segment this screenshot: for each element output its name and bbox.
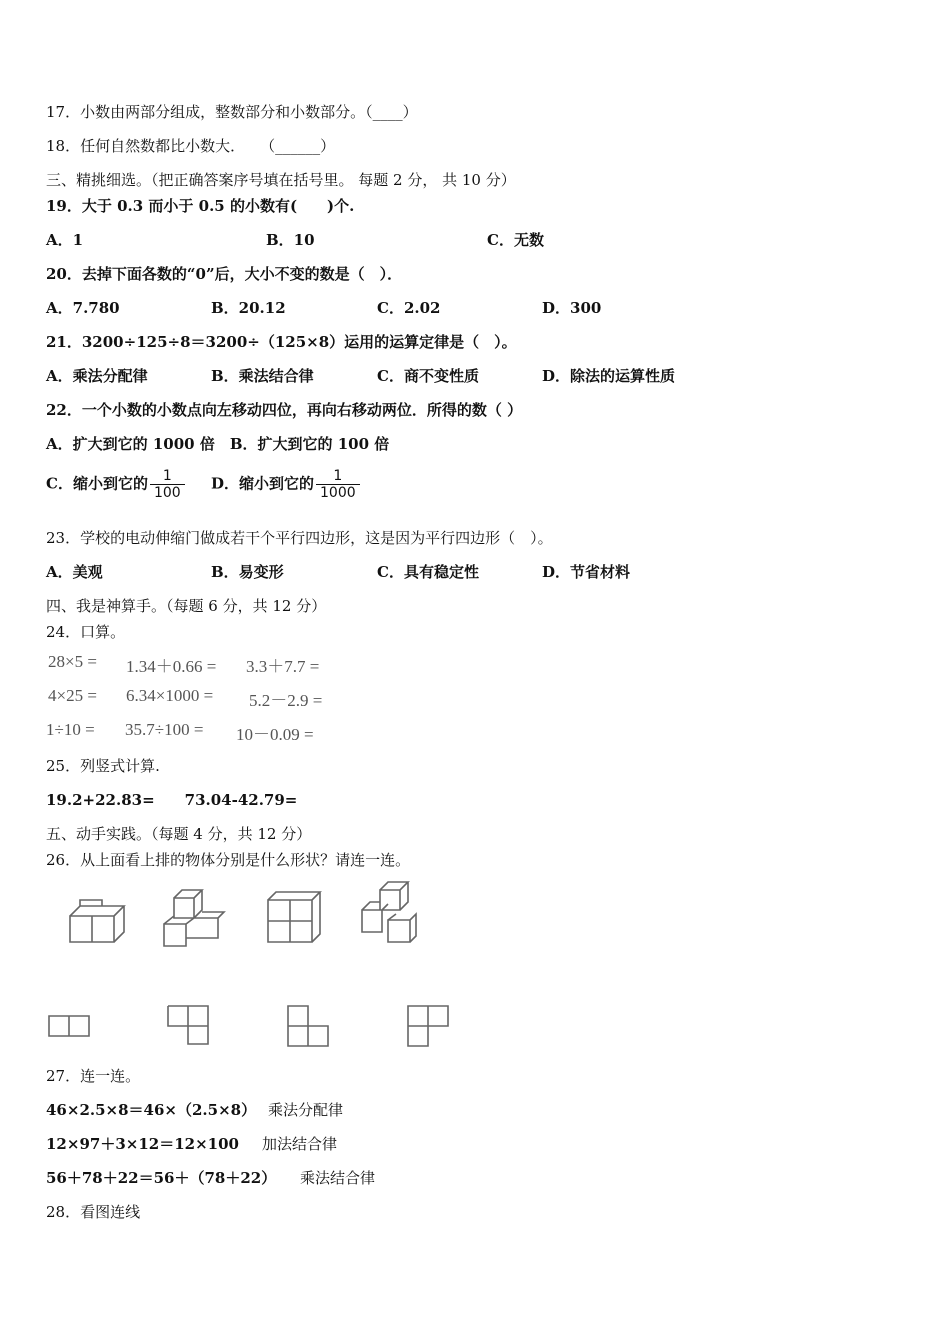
q22-options-ab: A．扩大到它的 1000 倍 B．扩大到它的 100 倍 (46, 435, 390, 453)
question-17: 17．小数由两部分组成，整数部分和小数部分。（____） (46, 103, 418, 121)
question-25: 25．列竖式计算. (46, 757, 160, 775)
q21-option-b: B．乘法结合律 (211, 367, 314, 385)
section-3-title: 三、精挑细选。（把正确答案序号填在括号里。 每题 2 分， 共 10 分） (46, 171, 516, 189)
top-view-shape-2 (166, 1004, 210, 1046)
q21-option-d: D．除法的运算性质 (542, 367, 676, 385)
q27-expression: 56＋78＋22＝56＋（78＋22） (46, 1169, 277, 1187)
q22-option-d: D．缩小到它的 $\frac{1}{1000}$ (211, 468, 360, 501)
top-view-shape-3 (286, 1004, 330, 1046)
top-view-shape-1 (48, 1014, 90, 1038)
q23-option-d: D．节省材料 (542, 563, 631, 581)
q21-option-c: C．商不变性质 (377, 367, 479, 385)
cube-figure-4 (358, 880, 426, 946)
q22-d-fraction: $\frac{1}{1000}$ (316, 468, 360, 501)
question-24: 24．口算。 (46, 623, 126, 641)
section-5-title: 五、动手实践。（每题 4 分，共 12 分） (46, 825, 312, 843)
q20-option-b: B．20.12 (211, 299, 286, 317)
top-view-shape-4 (406, 1004, 450, 1048)
q27-law: 乘法分配律 (268, 1101, 344, 1119)
oral-item: 5.2－2.9 = (249, 691, 323, 710)
q20-option-a: A．7.780 (46, 299, 120, 317)
oral-item: 28×5 = (48, 652, 97, 671)
oral-item: 10－0.09 = (236, 725, 314, 744)
q23-option-c: C．具有稳定性 (377, 563, 479, 581)
q23-option-b: B．易变形 (211, 563, 284, 581)
q27-law: 乘法结合律 (300, 1169, 376, 1187)
oral-item: 4×25 = (48, 686, 97, 705)
question-18: 18．任何自然数都比小数大． （______） (46, 137, 336, 155)
q27-expression: 12×97＋3×12＝12×100 (46, 1135, 239, 1153)
q25-items: 19.2+22.83= 73.04-42.79= (46, 791, 298, 809)
cube-figure-1 (66, 900, 126, 948)
oral-item: 6.34×1000 = (126, 686, 214, 705)
oral-item: 35.7÷100 = (125, 720, 204, 739)
q21-option-a: A．乘法分配律 (46, 367, 148, 385)
q22-c-fraction: $\frac{1}{100}$ (150, 468, 185, 501)
question-20-stem: 20．去掉下面各数的“0”后，大小不变的数是（ ）． (46, 265, 403, 283)
question-22-stem: 22．一个小数的小数点向左移动四位，再向右移动两位．所得的数（ ） (46, 401, 523, 419)
question-19-stem: 19．大于 0.3 而小于 0.5 的小数有( )个. (46, 197, 355, 215)
q20-option-d: D．300 (542, 299, 602, 317)
q19-option-c: C．无数 (487, 231, 544, 249)
q19-option-a: A．1 (46, 231, 84, 249)
q20-option-c: C．2.02 (377, 299, 441, 317)
section-4-title: 四、我是神算手。（每题 6 分，共 12 分） (46, 597, 327, 615)
question-26: 26．从上面看上排的物体分别是什么形状？请连一连。 (46, 851, 411, 869)
cube-figure-2 (160, 888, 226, 950)
oral-item: 1÷10 = (46, 720, 95, 739)
q22-option-c: C．缩小到它的 $\frac{1}{100}$ (46, 468, 185, 501)
question-23-stem: 23．学校的电动伸缩门做成若干个平行四边形，这是因为平行四边形（ ）。 (46, 529, 553, 547)
question-28: 28．看图连线 (46, 1203, 141, 1221)
q27-law: 加法结合律 (262, 1135, 338, 1153)
q27-expression: 46×2.5×8＝46×（2.5×8） (46, 1101, 257, 1119)
cube-figure-3 (264, 888, 322, 946)
question-27: 27．连一连。 (46, 1067, 141, 1085)
oral-item: 3.3＋7.7 = (246, 657, 320, 676)
q23-option-a: A．美观 (46, 563, 103, 581)
q19-option-b: B．10 (266, 231, 315, 249)
oral-item: 1.34＋0.66 = (126, 657, 217, 676)
question-21-stem: 21．3200÷125÷8＝3200÷（125×8）运用的运算定律是（ ）。 (46, 333, 517, 351)
